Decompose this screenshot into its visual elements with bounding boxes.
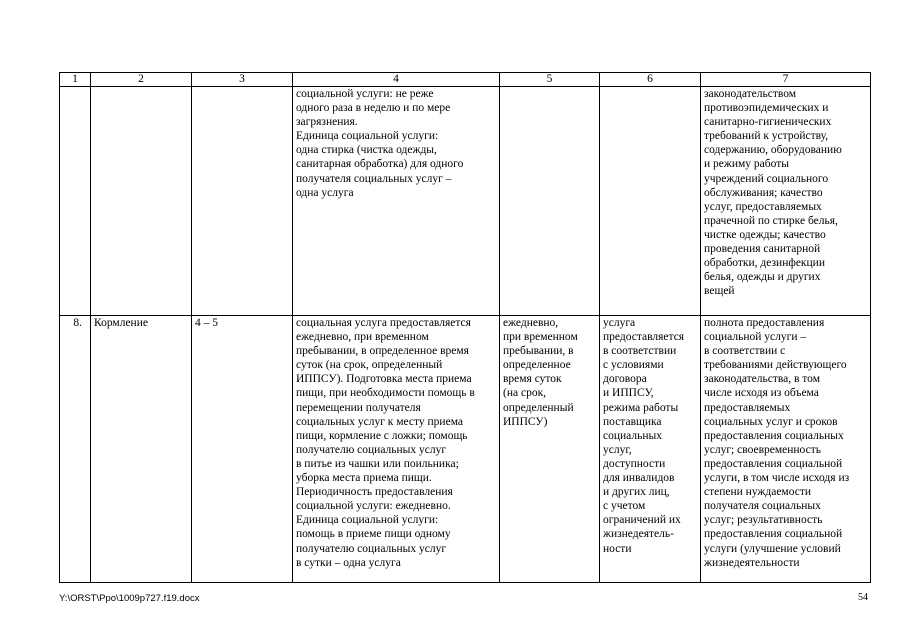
service-name: Кормление [91,316,192,583]
table-cell [500,87,600,316]
row-number: 8. [60,316,91,583]
table-cell: полнота предоставления социальной услуги – в соответствии с требованиями действующего законодательства, в том числе исходя из объема предоставляемых социальных услуг и сроков предоставления социальных услуг; своевременность предоставления социальной услуги, в том числе исходя из степени нуждаемости получателя социальных услуг; результативность предоставления социальной услуги (улучшение условий жизнедеятельности [701,316,871,583]
table-cell: законодательством противоэпидемических и санитарно-гигиенических требований к устройству, содержанию, оборудованию и режиму работы учреждений социального обслуживания; качество услуг, предоставляемых прачечной по стирке белья, чистке одежды; качество проведения санитарной обработки, дезинфекции белья, одежды и других вещей [701,87,871,316]
header-cell: 1 [60,73,91,87]
table-cell: 4 – 5 [192,316,293,583]
header-cell: 6 [600,73,701,87]
table-cell: социальной услуги: не реже одного раза в неделю и по мере загрязнения. Единица социальной услуги: одна стирка (чистка одежды, санитарная обработка) для одного получателя социальных услуг – одна услуга [293,87,500,316]
table-cell [60,87,91,316]
table-cell [91,87,192,316]
table-header-row [60,73,871,87]
table-cell: ежедневно, при временном пребывании, в определенное время суток (на срок, определенный ИППСУ) [500,316,600,583]
header-cell: 2 [91,73,192,87]
page-number: 54 [858,592,868,603]
header-cell: 4 [293,73,500,87]
table-cell [600,87,701,316]
header-cell: 7 [701,73,871,87]
header-cell: 5 [500,73,600,87]
table-cell: услуга предоставляется в соответствии с условиями договора и ИППСУ, режима работы поставщика социальных услуг, доступности для инвалидов и других лиц, с учетом ограничений их жизнедеятель- ности [600,316,701,583]
footer-file-path: Y:\ORST\Ppo\1009p727.f19.docx [59,593,200,604]
header-cell: 3 [192,73,293,87]
table-row [60,87,871,316]
services-table [59,72,871,583]
table-cell [192,87,293,316]
table-row [60,316,871,583]
table-cell: социальная услуга предоставляется ежедневно, при временном пребывании, в определенное время суток (на срок, определенный ИППСУ). Подготовка места приема пищи, при необходимости помощь в перемещении получателя социальных услуг к месту приема пищи, кормление с ложки; помощь получателю социальных услуг в питье из чашки или поильника; уборка места приема пищи. Периодичность предоставления социальной услуги: ежедневно. Единица социальной услуги: помощь в приеме пищи одному получателю социальных услуг в сутки – одна услуга [293,316,500,583]
